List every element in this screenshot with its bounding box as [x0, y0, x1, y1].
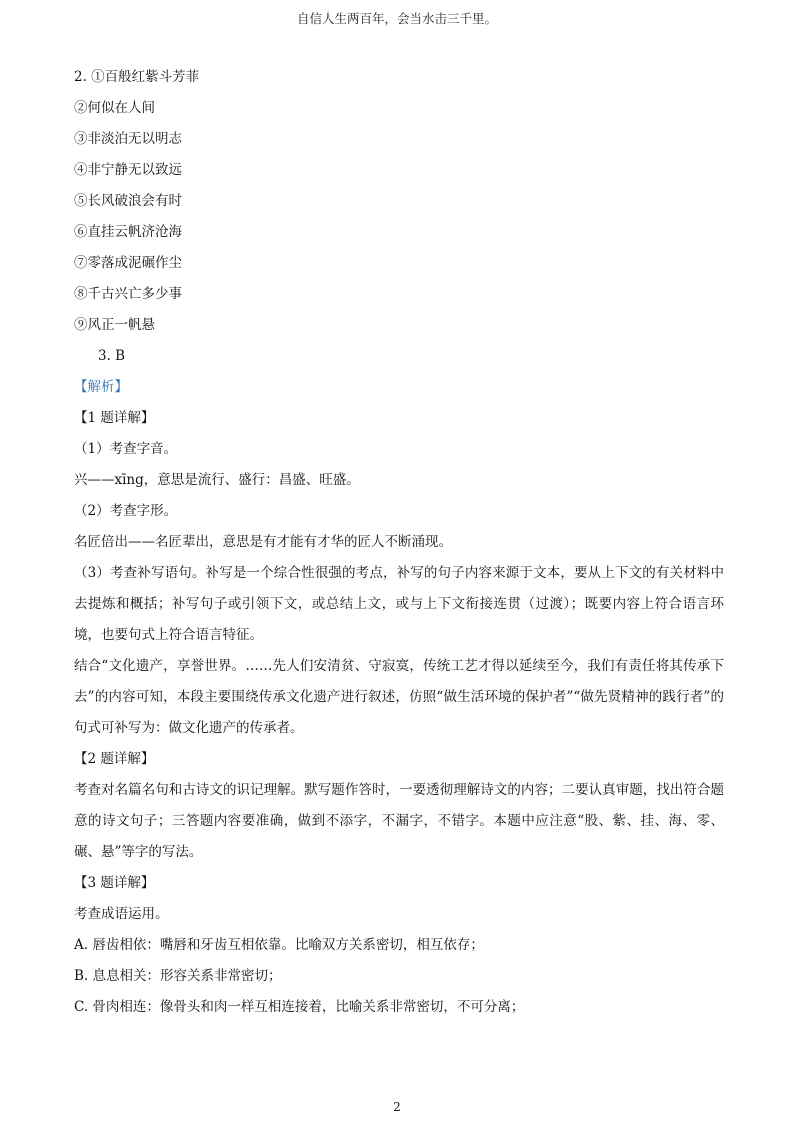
- q1-paragraph: 兴——xīng，意思是流行、盛行：昌盛、旺盛。: [74, 472, 360, 488]
- analysis-label: 【解析】: [74, 379, 128, 395]
- section-title-q3: 【3 题详解】: [74, 875, 155, 891]
- q3-paragraph: 考查成语运用。: [74, 906, 169, 922]
- answer-q2-item-9: ⑨风正一帆悬: [74, 317, 155, 333]
- section-title-q2: 【2 题详解】: [74, 751, 155, 767]
- q1-paragraph: （3）考查补写语句。补写是一个综合性很强的考点，补写的句子内容来源于文本，要从上下文的有关材料中去提炼和概括；补写句子或引领下文，或总结上文，或与上下文衔接连贯（过渡）；既要内容上符合语言环境，也要句式上符合语言特征。: [74, 565, 724, 643]
- page-header-motto: 自信人生两百年，会当水击三千里。: [296, 11, 497, 26]
- document-body: [74, 62, 724, 1023]
- answer-q2-item-2: ②何似在人间: [74, 100, 155, 116]
- answer-q2-item-4: ④非宁静无以致远: [74, 162, 182, 178]
- answer-q2-item-6: ⑥直挂云帆济沧海: [74, 224, 182, 240]
- answer-q3: 3. B: [98, 348, 126, 364]
- answer-q2-item-1: 2. ①百般红紫斗芳菲: [74, 69, 200, 85]
- q3-option-a: A. 唇齿相依：嘴唇和牙齿互相依靠。比喻双方关系密切，相互依存；: [74, 937, 484, 953]
- q1-paragraph: （2）考查字形。: [74, 503, 178, 519]
- answer-q2-item-5: ⑤长风破浪会有时: [74, 193, 182, 209]
- q1-paragraph: 结合“文化遗产，享誉世界。……先人们安清贫、守寂寞，传统工艺才得以延续至今，我们有责任将其传承下去”的内容可知，本段主要围绕传承文化遗产进行叙述，仿照“做生活环境的保护者”“做先贤精神的践行者”的句式可补写为：做文化遗产的传承者。: [74, 658, 724, 736]
- q3-option-b: B. 息息相关：形容关系非常密切；: [74, 968, 282, 984]
- section-title-q1: 【1 题详解】: [74, 410, 155, 426]
- q1-paragraph: （1）考查字音。: [74, 441, 178, 457]
- q2-paragraph: 考查对名篇名句和古诗文的识记理解。默写题作答时，一要透彻理解诗文的内容；二要认真审题，找出符合题意的诗文句子；三答题内容要准确，做到不添字，不漏字，不错字。本题中应注意“股、紫、挂、海、零、碾、悬”等字的写法。: [74, 782, 724, 860]
- q1-paragraph: 名匠倍出——名匠辈出，意思是有才能有才华的匠人不断涌现。: [74, 534, 452, 550]
- page-number: 2: [393, 1100, 401, 1114]
- q3-option-c: C. 骨肉相连：像骨头和肉一样互相连接着，比喻关系非常密切，不可分离；: [74, 999, 525, 1015]
- answer-q2-item-3: ③非淡泊无以明志: [74, 131, 182, 147]
- answer-q2-item-7: ⑦零落成泥碾作尘: [74, 255, 182, 271]
- answer-q2-item-8: ⑧千古兴亡多少事: [74, 286, 182, 302]
